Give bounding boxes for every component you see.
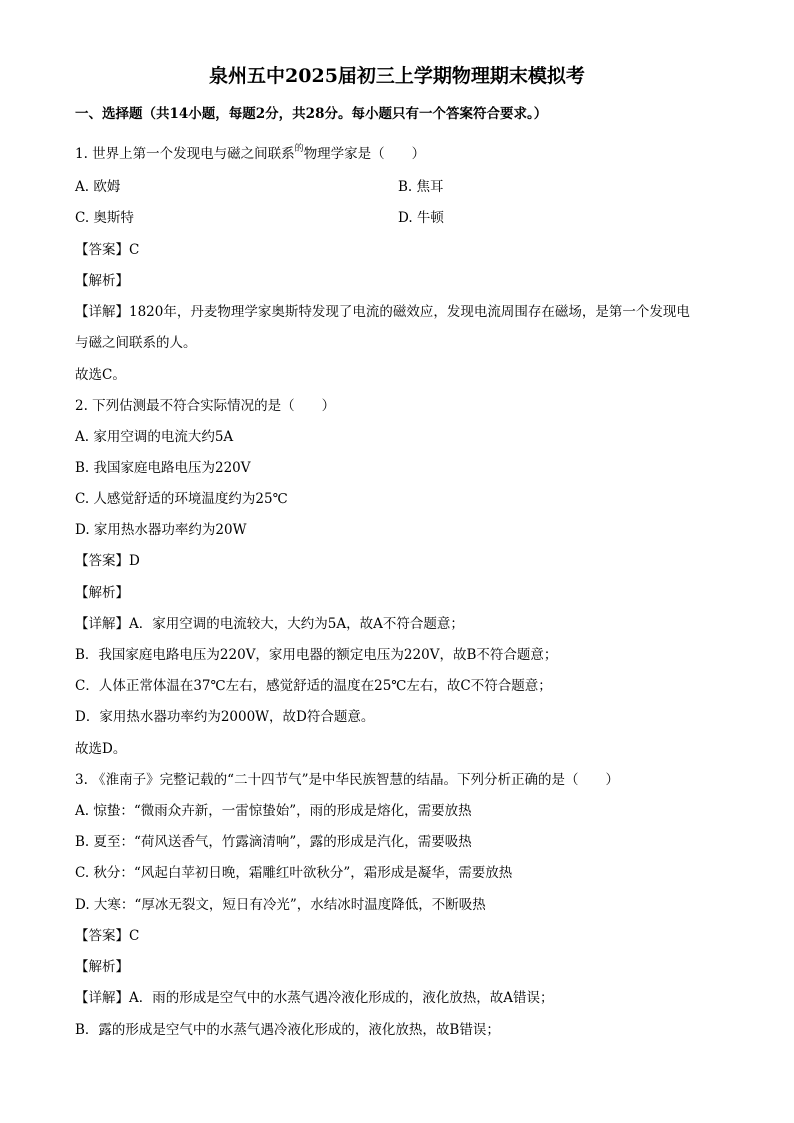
question-1-option-b: B. 焦耳 [398,179,444,195]
question-3-option-c: C. 秋分：“风起白苹初日晚，霜雕红叶欲秋分”，霜形成是凝华，需要放热 [75,865,513,881]
question-1-detail-line-1: 【详解】1820年，丹麦物理学家奥斯特发现了电流的磁效应，发现电流周围存在磁场，是第一个发现电 [75,304,690,320]
question-2-answer: 【答案】D [75,553,140,569]
question-1-stem-part-2: 物理学家是（ ） [303,146,426,162]
question-3-detail-line-2: B．露的形成是空气中的水蒸气遇冷液化形成的，液化放热，故B错误； [75,1022,500,1038]
question-3-detail-line-1: 【详解】A．雨的形成是空气中的水蒸气遇冷液化形成的，液化放热，故A错误； [75,990,554,1006]
question-3-stem: 3. 《淮南子》完整记载的“二十四节气”是中华民族智慧的结晶。下列分析正确的是（ ） [75,772,619,788]
question-2-option-b: B. 我国家庭电路电压为220V [75,460,251,476]
question-1-stem-superscript: 的 [294,144,304,154]
question-2-detail-line-3: C．人体正常体温在37℃左右，感觉舒适的温度在25℃左右，故C不符合题意； [75,678,552,694]
question-3-option-d: D. 大寒：“厚冰无裂文，短日有冷光”，水结冰时温度降低，不断吸热 [75,897,486,913]
question-3-option-b: B. 夏至：“荷风送香气，竹露滴清响”，露的形成是汽化，需要吸热 [75,834,472,850]
question-2-detail-line-4: D．家用热水器功率约为2000W，故D符合题意。 [75,709,375,725]
question-2-conclusion: 故选D。 [75,741,127,757]
question-2-detail-line-2: B．我国家庭电路电压为220V，家用电器的额定电压为220V，故B不符合题意； [75,647,558,663]
question-2-option-c: C. 人感觉舒适的环境温度约为25℃ [75,491,288,507]
question-1-stem [75,145,425,165]
question-3-analysis-label: 【解析】 [75,959,129,975]
question-3-option-a: A. 惊蛰：“微雨众卉新，一雷惊蛰始”，雨的形成是熔化，需要放热 [75,803,472,819]
question-2-detail-line-1: 【详解】A．家用空调的电流较大，大约为5A，故A不符合题意； [75,616,464,632]
question-2-option-a: A. 家用空调的电流大约5A [75,429,234,445]
question-1-answer: 【答案】C [75,242,140,258]
question-2-stem: 2. 下列估测最不符合实际情况的是（ ） [75,398,336,414]
question-3-answer: 【答案】C [75,928,140,944]
question-2-analysis-label: 【解析】 [75,585,129,601]
question-1-option-c: C. 奥斯特 [75,210,134,226]
question-1-analysis-label: 【解析】 [75,273,129,289]
section-heading: 一、选择题（共14小题，每题2分，共28分。每小题只有一个答案符合要求。） [75,106,548,122]
question-1-option-a: A. 欧姆 [75,179,121,195]
question-1-conclusion: 故选C。 [75,367,126,383]
question-1-stem-part-1: 1. 世界上第一个发现电与磁之间联系 [75,146,295,162]
page-title: 泉州五中2025届初三上学期物理期末模拟考 [209,65,585,87]
question-1-option-d: D. 牛顿 [398,210,444,226]
question-1-detail-line-2: 与磁之间联系的人。 [75,335,197,351]
question-2-option-d: D. 家用热水器功率约为20W [75,522,247,538]
